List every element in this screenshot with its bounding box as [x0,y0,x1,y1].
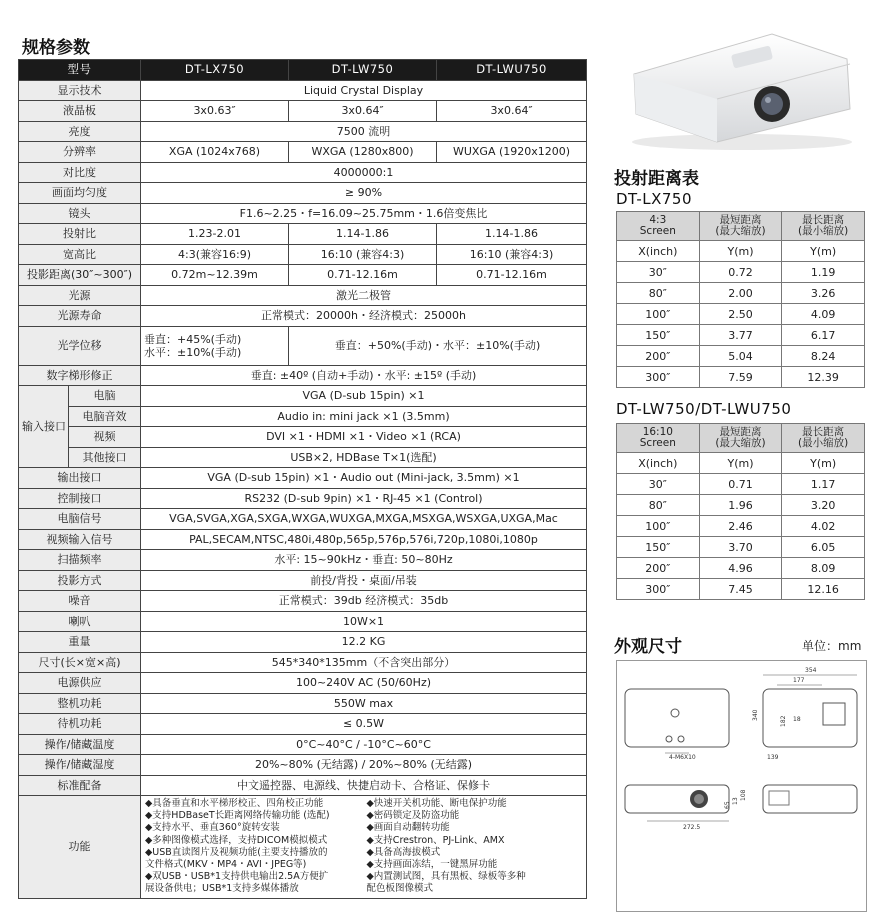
throw-unit: Y(m) [699,453,782,474]
spec-row [19,427,587,448]
spec-label: 功能 [19,796,141,899]
spec-row [19,365,587,386]
dim-annotation: 65 [724,801,731,809]
dim-annotation: 4-M6X10 [669,754,696,761]
throw-header: 最短距离 (最大缩放) [699,212,782,241]
throw-cell: 2.50 [699,304,782,325]
throw-header: 16:10 Screen [617,424,700,453]
spec-label: 投影方式 [19,570,141,591]
features-cell [141,796,587,899]
throw-cell: 3.70 [699,537,782,558]
dim-annotation: 182 [780,715,787,727]
spec-row [19,550,587,571]
spec-value: 16:10 (兼容4:3) [289,244,437,265]
throw-cell: 12.39 [782,367,865,388]
throw-unit: Y(m) [782,453,865,474]
spec-value: 4:3(兼容16:9) [141,244,289,265]
spec-row [19,734,587,755]
spec-row [19,775,587,796]
spec-label: 整机功耗 [19,693,141,714]
page-title: 规格参数 [22,38,90,58]
throw-table-title-lx750: DT-LX750 [616,190,693,208]
throw-cell: 3.77 [699,325,782,346]
spec-label: 输出接口 [19,468,141,489]
spec-label: 操作/储藏温度 [19,734,141,755]
spec-value: WUXGA (1920x1200) [437,142,587,163]
throw-row [617,579,865,600]
feature-item: ◆密码锁定及防盗功能 [366,810,460,822]
spec-row [19,306,587,327]
spec-row [19,488,587,509]
spec-label: 光源寿命 [19,306,141,327]
unit-label: 单位：mm [802,639,862,653]
spec-label: 光学位移 [19,326,141,365]
throw-unit: Y(m) [782,241,865,262]
feature-item: ◆支持画面冻结，一键黑屏功能 [366,859,498,871]
throw-table-lx750 [616,211,865,388]
throw-unit-row [617,241,865,262]
spec-value: 3x0.63″ [141,101,289,122]
feature-item: ◆USB直读图片及视频功能(主要支持播放的 [145,846,328,858]
spec-label: 宽高比 [19,244,141,265]
spec-value: PAL,SECAM,NTSC,480i,480p,565p,576p,576i,720p,1080i,1080p [141,529,587,550]
throw-unit-row [617,453,865,474]
header-model-dt-lw750: DT-LW750 [289,60,437,81]
spec-value: 3x0.64″ [289,101,437,122]
throw-cell: 150″ [617,537,700,558]
throw-header: 4:3 Screen [617,212,700,241]
throw-row [617,558,865,579]
feature-item: 配色板图像模式 [366,883,434,895]
feature-item: ◆内置测试图，具有黑板、绿板等多种 [366,871,526,883]
spec-sublabel: 电脑 [69,386,141,407]
spec-value: 激光二极管 [141,285,587,306]
throw-cell: 5.04 [699,346,782,367]
spec-value: VGA,SVGA,XGA,SXGA,WXGA,WUXGA,MXGA,MSXGA,WSXGA,UXGA,Mac [141,509,587,530]
feature-item: 展设备供电；USB*1支持多媒体播放 [145,883,299,895]
throw-cell: 4.09 [782,304,865,325]
spec-row [19,714,587,735]
dim-annotation: 354 [805,667,817,674]
spec-label: 光源 [19,285,141,306]
spec-value: F1.6~2.25・f=16.09~25.75mm・1.6倍变焦比 [141,203,587,224]
spec-value: 20%~80% (无结露) / 20%~80% (无结露) [141,755,587,776]
feature-item: ◆支持HDBaseT长距离网络传输功能 (选配) [145,810,330,822]
feature-item: 文件格式(MKV・MP4・AVI・JPEG等) [145,859,307,871]
throw-row [617,283,865,304]
spec-row [19,244,587,265]
spec-row [19,386,587,407]
spec-label: 数字梯形修正 [19,365,141,386]
spec-label: 电源供应 [19,673,141,694]
spec-row [19,447,587,468]
spec-value: 0.72m~12.39m [141,265,289,286]
spec-row [19,570,587,591]
spec-sublabel: 视频 [69,427,141,448]
throw-cell: 7.45 [699,579,782,600]
spec-row [19,121,587,142]
feature-item: ◆画面自动翻转功能 [366,822,450,834]
spec-row [19,673,587,694]
spec-value: 0.71-12.16m [437,265,587,286]
spec-row [19,162,587,183]
spec-label: 控制接口 [19,488,141,509]
throw-unit: Y(m) [699,241,782,262]
feature-item: ◆支持Crestron、PJ-Link、AMX [366,834,505,846]
throw-row [617,262,865,283]
spec-label: 待机功耗 [19,714,141,735]
spec-value: 16:10 (兼容4:3) [437,244,587,265]
spec-value: 0.71-12.16m [289,265,437,286]
projector-image [622,14,862,154]
spec-value: 3x0.64″ [437,101,587,122]
spec-label: 画面均匀度 [19,183,141,204]
throw-cell: 30″ [617,262,700,283]
spec-label: 标准配备 [19,775,141,796]
dimension-drawing [616,660,867,912]
throw-cell: 0.72 [699,262,782,283]
spec-row [19,468,587,489]
spec-value: 垂直: ±40º (自动+手动)・水平: ±15º (手动) [141,365,587,386]
spec-value: WXGA (1280x800) [289,142,437,163]
throw-cell: 300″ [617,367,700,388]
spec-label: 扫描频率 [19,550,141,571]
throw-cell: 8.09 [782,558,865,579]
spec-value: 正常模式：20000h・经济模式：25000h [141,306,587,327]
throw-cell: 0.71 [699,474,782,495]
spec-row [19,611,587,632]
throw-cell: 80″ [617,283,700,304]
spec-value: 前投/背投・桌面/吊装 [141,570,587,591]
spec-value: 4000000:1 [141,162,587,183]
throw-header-row [617,212,865,241]
spec-row [19,632,587,653]
spec-row [19,755,587,776]
spec-label: 投影距离(30″~300″) [19,265,141,286]
spec-value: ≥ 90% [141,183,587,204]
spec-value: 10W×1 [141,611,587,632]
throw-cell: 3.26 [782,283,865,304]
throw-row [617,325,865,346]
throw-cell: 12.16 [782,579,865,600]
spec-value: 100~240V AC (50/60Hz) [141,673,587,694]
spec-value: 1.14-1.86 [437,224,587,245]
feature-item: ◆支持水平、垂直360°旋转安装 [145,822,280,834]
dim-annotation: 272.5 [683,824,701,831]
spec-label: 亮度 [19,121,141,142]
spec-value: 545*340*135mm（不含突出部分） [141,652,587,673]
throw-cell: 200″ [617,346,700,367]
spec-row [19,693,587,714]
spec-label: 电脑信号 [19,509,141,530]
spec-value: ≤ 0.5W [141,714,587,735]
throw-cell: 150″ [617,325,700,346]
throw-header: 最长距离 (最小缩放) [782,212,865,241]
dim-annotation: 18 [793,716,801,723]
throw-cell: 3.20 [782,495,865,516]
throw-cell: 4.96 [699,558,782,579]
spec-sublabel: 电脑音效 [69,406,141,427]
spec-row [19,285,587,306]
spec-row [19,183,587,204]
feature-item: ◆具备高海拔模式 [366,846,441,858]
spec-value: 1.23-2.01 [141,224,289,245]
spec-label: 投射比 [19,224,141,245]
throw-cell: 2.46 [699,516,782,537]
throw-cell: 7.59 [699,367,782,388]
spec-label: 喇叭 [19,611,141,632]
throw-table-title-lw750: DT-LW750/DT-LWU750 [616,400,792,418]
spec-row [19,224,587,245]
spec-value: Audio in: mini jack ×1 (3.5mm) [141,406,587,427]
spec-header-row [19,60,587,81]
spec-row [19,142,587,163]
spec-value: 7500 流明 [141,121,587,142]
spec-table [18,59,587,899]
spec-value: USB×2, HDBase T×1(选配) [141,447,587,468]
throw-cell: 6.17 [782,325,865,346]
throw-section-title: 投射距离表 [614,169,699,189]
throw-unit: X(inch) [617,241,700,262]
spec-value: 垂直：+50%(手动)・水平：±10%(手动) [289,326,587,365]
throw-row [617,537,865,558]
spec-value: 550W max [141,693,587,714]
spec-label: 对比度 [19,162,141,183]
spec-label: 尺寸(长×宽×高) [19,652,141,673]
spec-label: 镜头 [19,203,141,224]
spec-value: 0°C~40°C / -10°C~60°C [141,734,587,755]
spec-row [19,591,587,612]
spec-row [19,203,587,224]
spec-label: 显示技术 [19,80,141,101]
spec-row [19,80,587,101]
dim-annotation: 139 [767,754,779,761]
spec-value: VGA (D-sub 15pin) ×1・Audio out (Mini-jack, 3.5mm) ×1 [141,468,587,489]
throw-header: 最长距离 (最小缩放) [782,424,865,453]
throw-header: 最短距离 (最大缩放) [699,424,782,453]
throw-cell: 80″ [617,495,700,516]
throw-unit: X(inch) [617,453,700,474]
spec-value: DVI ×1・HDMI ×1・Video ×1 (RCA) [141,427,587,448]
spec-row [19,509,587,530]
spec-value: Liquid Crystal Display [141,80,587,101]
feature-item: ◆双USB・USB*1支持供电输出2.5A方便扩 [145,871,329,883]
spec-value: 1.14-1.86 [289,224,437,245]
throw-row [617,304,865,325]
throw-cell: 1.17 [782,474,865,495]
spec-row [19,326,587,365]
spec-label: 噪音 [19,591,141,612]
spec-label: 操作/储藏湿度 [19,755,141,776]
throw-cell: 100″ [617,516,700,537]
spec-row-features [19,796,587,899]
throw-cell: 2.00 [699,283,782,304]
spec-value: RS232 (D-sub 9pin) ×1・RJ-45 ×1 (Control) [141,488,587,509]
dim-annotation: 177 [793,677,805,684]
spec-row [19,529,587,550]
throw-row [617,516,865,537]
spec-label: 分辨率 [19,142,141,163]
throw-cell: 4.02 [782,516,865,537]
spec-sublabel: 其他接口 [69,447,141,468]
throw-row [617,495,865,516]
throw-cell: 30″ [617,474,700,495]
dimension-title: 外观尺寸 [614,637,682,657]
throw-table-lw750 [616,423,865,600]
spec-value: 垂直：+45%(手动) 水平：±10%(手动) [141,326,289,365]
header-model-dt-lx750: DT-LX750 [141,60,289,81]
throw-cell: 1.19 [782,262,865,283]
spec-group-label: 输入接口 [19,386,69,468]
feature-item: ◆具备垂直和水平梯形校正、四角校正功能 [145,798,324,809]
spec-value: VGA (D-sub 15pin) ×1 [141,386,587,407]
header-model-dt-lwu750: DT-LWU750 [437,60,587,81]
dim-annotation: 340 [752,709,759,721]
spec-value: 水平: 15~90kHz・垂直: 50~80Hz [141,550,587,571]
throw-cell: 8.24 [782,346,865,367]
spec-value: 12.2 KG [141,632,587,653]
throw-row [617,474,865,495]
throw-cell: 100″ [617,304,700,325]
throw-cell: 1.96 [699,495,782,516]
spec-row [19,101,587,122]
dim-annotation: 13 [732,797,739,805]
throw-header-row [617,424,865,453]
throw-cell: 200″ [617,558,700,579]
feature-item: ◆快速开关机功能、断电保护功能 [366,798,507,809]
spec-label: 液晶板 [19,101,141,122]
spec-row [19,406,587,427]
spec-row [19,265,587,286]
spec-value: 正常模式：39db 经济模式：35db [141,591,587,612]
spec-label: 视频输入信号 [19,529,141,550]
spec-label: 重量 [19,632,141,653]
throw-row [617,346,865,367]
header-model-label: 型号 [19,60,141,81]
spec-value: 中文遥控器、电源线、快捷启动卡、合格证、保修卡 [141,775,587,796]
spec-row [19,652,587,673]
throw-cell: 6.05 [782,537,865,558]
dim-annotation: 108 [740,789,747,801]
throw-row [617,367,865,388]
spec-value: XGA (1024x768) [141,142,289,163]
throw-cell: 300″ [617,579,700,600]
feature-item: ◆多种图像模式选择，支持DICOM模拟模式 [145,834,328,846]
